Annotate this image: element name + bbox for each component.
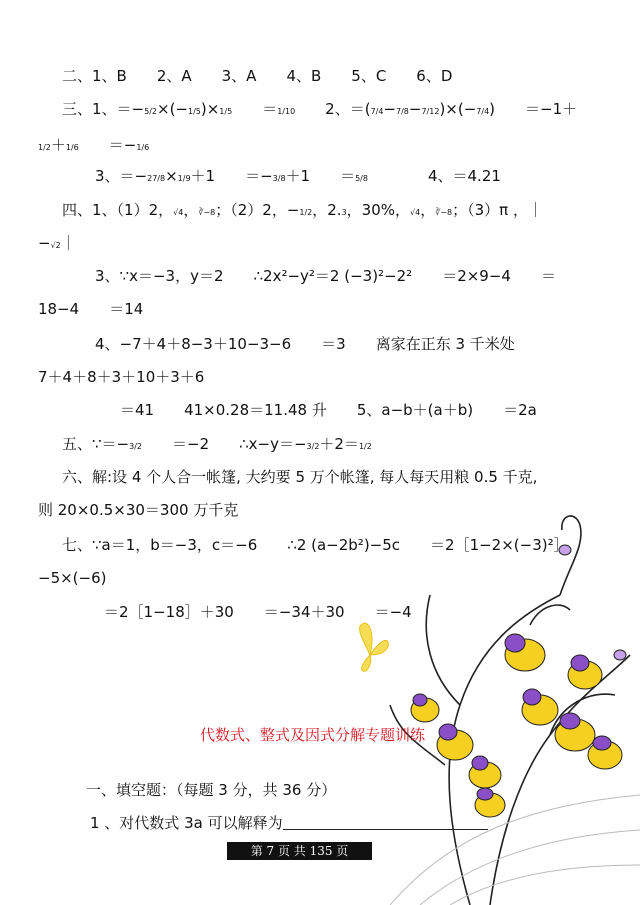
text-run: ) ＝−1＋ xyxy=(489,100,578,118)
radical: ∛−8 xyxy=(435,208,453,217)
fraction: 1/2 xyxy=(358,442,372,451)
text-run: ＋1 ＝ xyxy=(285,167,356,185)
repeating-digit: 3 xyxy=(341,208,347,217)
answer-line-7-part1: 七、∵a＝1，b＝−3，c＝−6 ∴2 (a−2b²)−5c ＝2［1−2×(−3)²］ xyxy=(62,536,569,554)
text-run: − xyxy=(38,234,51,252)
fraction: 1/2 xyxy=(299,208,313,217)
fraction: 3/2 xyxy=(129,442,142,451)
text-run: ＝ xyxy=(232,100,278,118)
text-run: ＋1 ＝− xyxy=(190,167,273,185)
text-run: − xyxy=(408,100,422,118)
answer-line-4-part7: ＝41 41×0.28＝11.48 升 5、a−b＋(a＋b) ＝2a xyxy=(120,401,537,419)
fraction: 1/6 xyxy=(136,143,150,152)
fraction: 3/2 xyxy=(306,442,320,451)
butterfly xyxy=(360,623,389,671)
fraction: 3/8 xyxy=(272,174,286,183)
text-run: ， xyxy=(183,201,199,219)
text-run: 4、＝4.21 xyxy=(367,167,501,185)
text-run: × xyxy=(165,167,178,185)
text-run: ＝−2 ∴x−y＝− xyxy=(142,435,307,453)
answer-line-3-part2 xyxy=(38,135,149,158)
radical: √4 xyxy=(173,208,184,217)
text-run: ＝− xyxy=(78,136,137,154)
answer-line-4-part5: 4、−7＋4＋8−3＋10−3−6 ＝3 离家在正东 3 千米处 xyxy=(95,335,515,353)
text-run: ；（3）π ，｜ xyxy=(452,201,543,219)
fraction: 1/5 xyxy=(219,107,233,116)
fraction: 5/2 xyxy=(144,107,157,116)
text-run: ，30%， xyxy=(346,201,411,219)
answer-line-6-part1: 六、解:设 4 个人合一帐篷, 大约要 5 万个帐篷, 每人每天用粮 0.5 千克, xyxy=(62,468,538,486)
answer-blank[interactable] xyxy=(283,815,488,830)
text-run: ×(− xyxy=(157,100,188,118)
answer-line-7-part3: ＝2［1−18］＋30 ＝−34＋30 ＝−4 xyxy=(104,603,412,621)
answer-line-4-part6: 7＋4＋8＋3＋10＋3＋6 xyxy=(38,368,205,386)
text-run: 3、＝− xyxy=(95,167,148,185)
answer-line-3-part1 xyxy=(62,99,577,122)
text-run: 2、＝( xyxy=(295,100,371,118)
radical: √2 xyxy=(50,241,61,250)
text-run: ；（2）2，− xyxy=(215,201,300,219)
radical: ∛−8 xyxy=(198,208,216,217)
answer-line-6-part2: 则 20×0.5×30＝300 万千克 xyxy=(38,501,239,519)
flower-cluster xyxy=(411,545,626,817)
answer-line-4-part2 xyxy=(38,233,76,256)
text-run: 四、1、（1）2， xyxy=(62,201,174,219)
question-1 xyxy=(90,813,488,833)
text-run: ｜ xyxy=(60,234,76,252)
fraction: 1/6 xyxy=(65,143,79,152)
fraction: 7/12 xyxy=(421,107,440,116)
radical: √4 xyxy=(410,208,421,217)
answer-line-2-multiple-choice: 二、1、B 2、A 3、A 4、B 5、C 6、D xyxy=(62,67,453,85)
answer-line-3-part3 xyxy=(95,166,501,189)
answer-line-7-part2: −5×(−6) xyxy=(38,569,107,587)
fraction: 1/10 xyxy=(277,107,296,116)
text-run: 三、1、＝− xyxy=(62,100,145,118)
answer-line-4-part1 xyxy=(62,200,543,223)
fraction: 7/4 xyxy=(476,107,490,116)
text-run: − xyxy=(383,100,397,118)
question-1-text: 1 、对代数式 3a 可以解释为 xyxy=(90,814,283,832)
text-run: 五、∵＝− xyxy=(62,435,130,453)
text-run: )× xyxy=(200,100,220,118)
answer-line-5 xyxy=(62,434,372,457)
text-run: ＋2＝ xyxy=(319,435,359,453)
answer-line-4-part4: 18−4 ＝14 xyxy=(38,300,144,318)
fraction: 7/8 xyxy=(396,107,409,116)
fraction: 27/8 xyxy=(147,174,166,183)
text-run: ， xyxy=(420,201,436,219)
orchid-illustration xyxy=(330,505,640,905)
text-run: )×(− xyxy=(439,100,477,118)
text-run: ＋ xyxy=(50,136,66,154)
answer-line-4-part3: 3、∵x＝−3，y＝2 ∴2x²−y²＝2 (−3)²−2² ＝2×9−4 ＝ xyxy=(95,267,556,285)
fraction: 7/4 xyxy=(370,107,384,116)
fraction: 5/8 xyxy=(355,174,368,183)
fraction: 1/2 xyxy=(38,143,51,152)
fraction: 1/5 xyxy=(188,107,201,116)
page-footer: 第 7 页 共 135 页 xyxy=(227,842,372,860)
fill-in-heading: 一、填空题：（每题 3 分，共 36 分） xyxy=(86,781,337,799)
text-run: ，2. xyxy=(312,201,342,219)
fraction: 1/9 xyxy=(177,174,191,183)
section-title: 代数式、整式及因式分解专题训练 xyxy=(200,726,426,744)
